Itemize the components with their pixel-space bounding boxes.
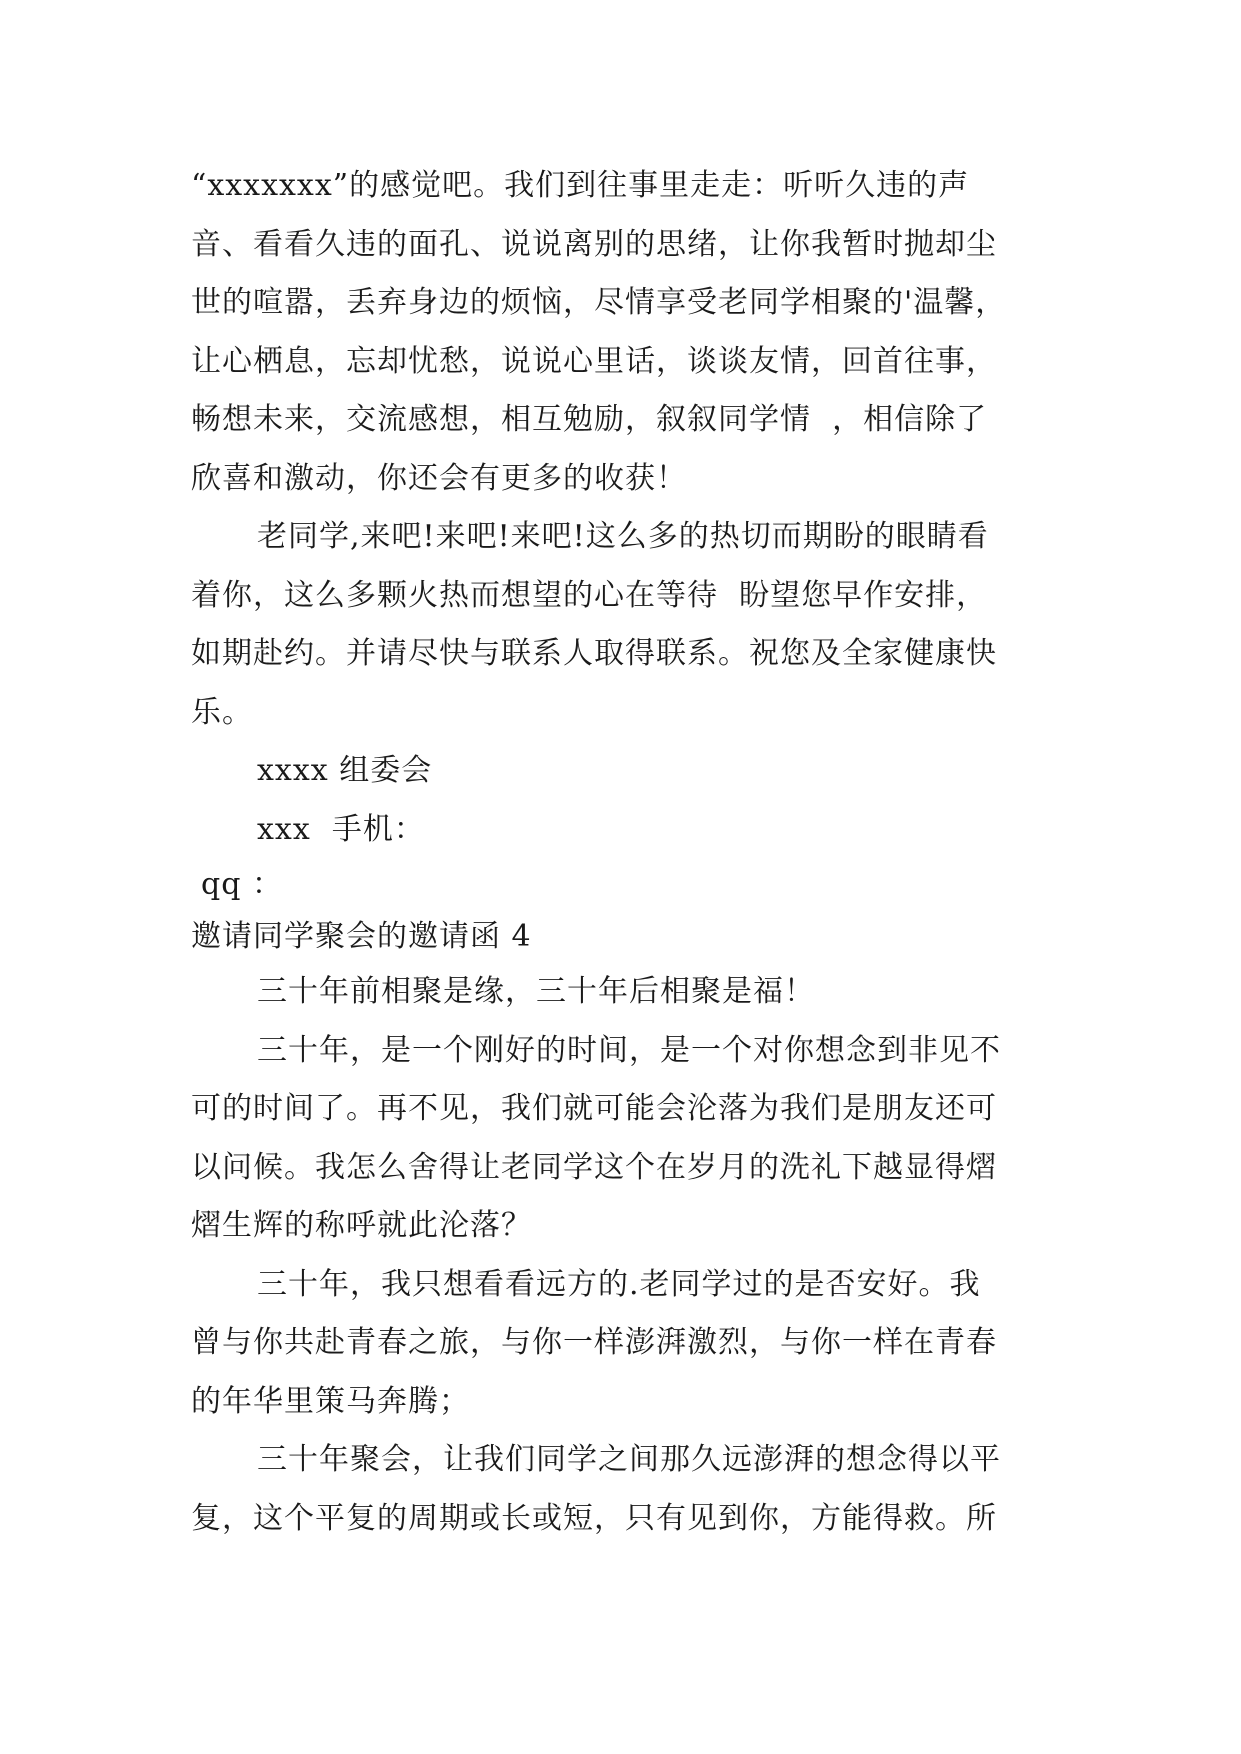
document-body [191,157,1051,1548]
paragraph-line: 三十年，我只想看看远方的.老同学过的是否安好。我 [257,1266,981,1302]
paragraph-line: 让心栖息，忘却忧愁，说说心里话，谈谈友情，回首往事， [191,343,997,379]
signature-committee: xxxx 组委会 [257,753,433,788]
paragraph-line: 如期赴约。并请尽快与联系人取得联系。祝您及全家健康快 [191,636,997,671]
paragraph-line: 三十年前相聚是缘，三十年后相聚是福！ [257,974,815,1009]
paragraph-line: 老同学,来吧!来吧!来吧!这么多的热切而期盼的眼睛看 [257,519,989,554]
paragraph-line: 音、看看久违的面孔、说说离别的思绪，让你我暂时抛却尘 [191,226,997,262]
paragraph-line: 熠生辉的称呼就此沦落？ [191,1208,532,1243]
paragraph-line: 世的喧嚣，丢弃身边的烦恼，尽情享受老同学相聚的'温馨， [191,285,1007,320]
paragraph-line: 复，这个平复的周期或长或短，只有见到你，方能得救。所 [191,1500,997,1536]
paragraph-line: 的年华里策马奔腾； [191,1383,470,1419]
paragraph-line: 着你，这么多颗火热而想望的心在等待 盼望您早作安排， [191,577,988,613]
paragraph-line: 欣喜和激动，你还会有更多的收获！ [191,460,687,496]
paragraph-line: 可的时间了。再不见，我们就可能会沦落为我们是朋友还可 [191,1091,997,1126]
paragraph-line: 畅想未来，交流感想，相互勉励，叙叙同学情 ，相信除了 [191,402,988,437]
signature-qq: qq ： [201,867,283,902]
section-heading: 邀请同学聚会的邀请函 4 [191,919,532,954]
paragraph-line: 三十年，是一个刚好的时间，是一个对你想念到非见不 [257,1032,1001,1068]
signature-phone: xxx 手机： [257,811,425,847]
paragraph-line: 曾与你共赴青春之旅，与你一样澎湃激烈，与你一样在青春 [191,1325,997,1360]
paragraph-line: 以问候。我怎么舍得让老同学这个在岁月的洗礼下越显得熠 [191,1149,997,1185]
paragraph-line: “xxxxxxx”的感觉吧。我们到往事里走走：听听久违的声 [191,168,970,203]
paragraph-line: 乐。 [191,694,253,730]
paragraph-line: 三十年聚会，让我们同学之间那久远澎湃的想念得以平 [257,1442,1001,1477]
